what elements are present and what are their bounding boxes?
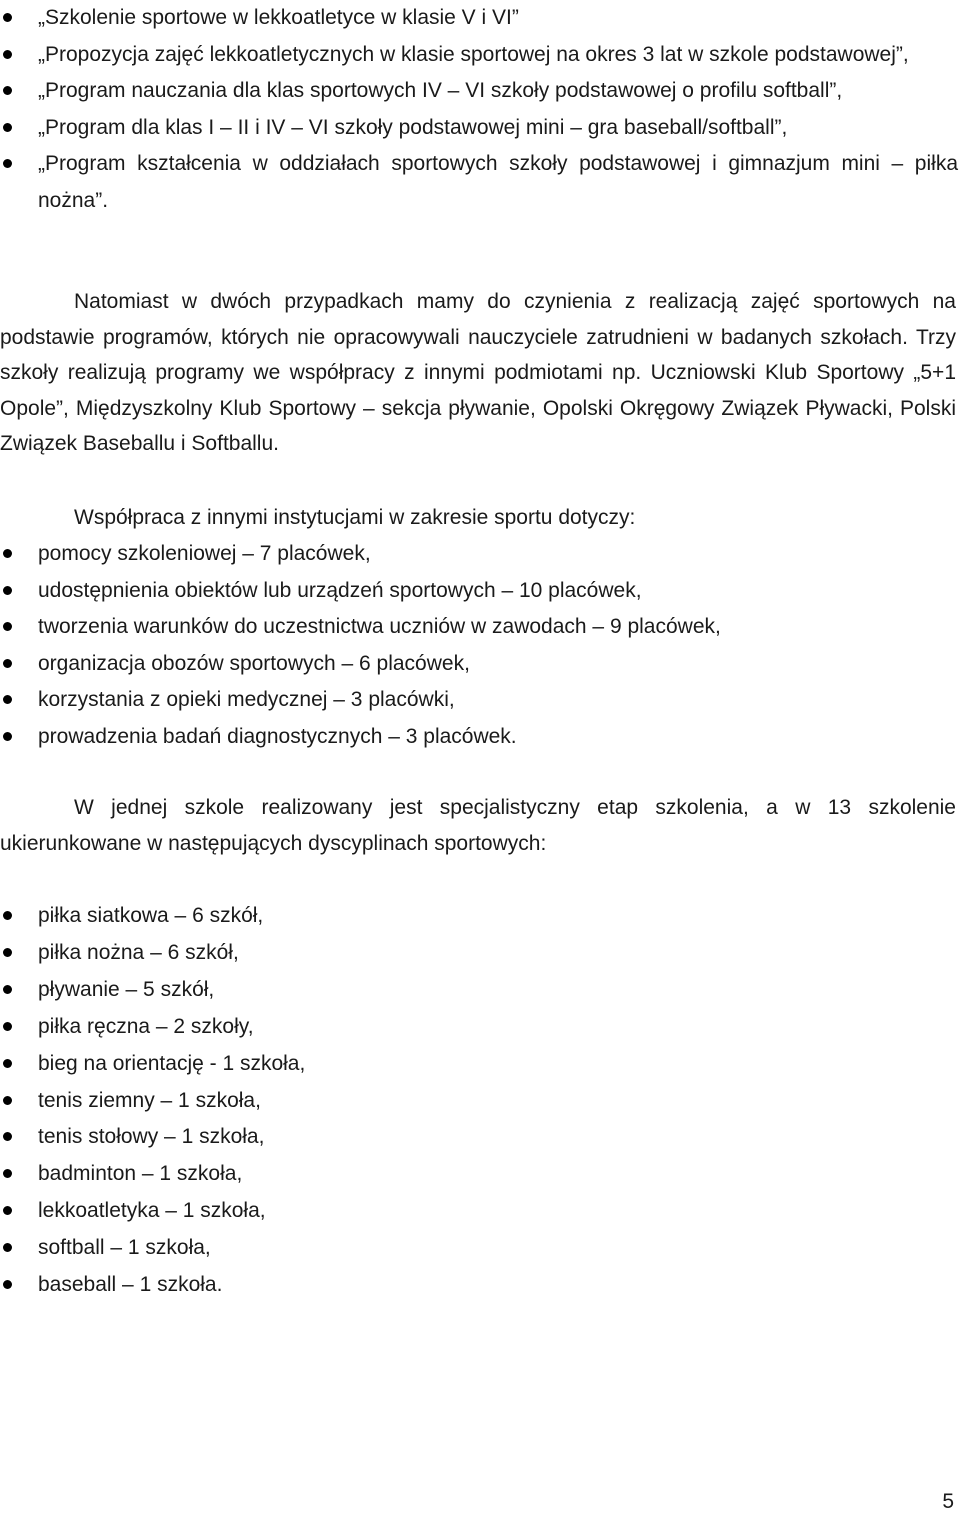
list-item: organizacja obozów sportowych – 6 placówek, bbox=[0, 646, 958, 683]
programs-list bbox=[0, 0, 958, 219]
paragraph-partners bbox=[0, 284, 956, 462]
list-item: tenis ziemny – 1 szkoła, bbox=[0, 1083, 958, 1120]
list-item: piłka nożna – 6 szkół, bbox=[0, 935, 958, 972]
list-item: piłka ręczna – 2 szkoły, bbox=[0, 1009, 958, 1046]
paragraph-text: W jednej szkole realizowany jest specjalistyczny etap szkolenia, a w 13 szkolenie ukierunkowane w następujących dyscyplinach sportowych: bbox=[0, 796, 956, 855]
list-item: lekkoatletyka – 1 szkoła, bbox=[0, 1193, 958, 1230]
list-item: tworzenia warunków do uczestnictwa uczniów w zawodach – 9 placówek, bbox=[0, 609, 958, 646]
list-item: bieg na orientację - 1 szkoła, bbox=[0, 1046, 958, 1083]
paragraph-text: Natomiast w dwóch przypadkach mamy do czynienia z realizacją zajęć sportowych na podstawie programów, których nie opracowywali nauczyciele zatrudnieni w badanych szkołach. Trzy szkoły realizują programy we współpracy z innymi podmiotami np. Uczniowski Klub Sportowy „5+1 Opole”, Międzyszkolny Klub Sportowy – sekcja pływanie, Opolski Okręgowy Związek Pływacki, Polski Związek Baseballu i Softballu. bbox=[0, 290, 956, 455]
list-item: baseball – 1 szkoła. bbox=[0, 1267, 958, 1304]
list-item: pływanie – 5 szkół, bbox=[0, 972, 958, 1009]
list-item: „Program nauczania dla klas sportowych IV – VI szkoły podstawowej o profilu softball”, bbox=[0, 73, 958, 110]
list-item: korzystania z opieki medycznej – 3 placówki, bbox=[0, 682, 958, 719]
list-item: „Program kształcenia w oddziałach sportowych szkoły podstawowej i gimnazjum mini – piłka nożna”. bbox=[0, 146, 958, 219]
paragraph-disciplines bbox=[0, 790, 956, 861]
list-item: softball – 1 szkoła, bbox=[0, 1230, 958, 1267]
list-item: prowadzenia badań diagnostycznych – 3 placówek. bbox=[0, 719, 958, 756]
list-item: udostępnienia obiektów lub urządzeń sportowych – 10 placówek, bbox=[0, 573, 958, 610]
sports-list bbox=[0, 898, 958, 1304]
list-item: „Program dla klas I – II i IV – VI szkoły podstawowej mini – gra baseball/softball”, bbox=[0, 110, 958, 147]
cooperation-list bbox=[0, 536, 958, 756]
list-item: „Propozycja zajęć lekkoatletycznych w klasie sportowej na okres 3 lat w szkole podstawowej”, bbox=[0, 37, 958, 74]
list-item: „Szkolenie sportowe w lekkoatletyce w klasie V i VI” bbox=[0, 0, 958, 37]
list-item: pomocy szkoleniowej – 7 placówek, bbox=[0, 536, 958, 573]
list-item: badminton – 1 szkoła, bbox=[0, 1156, 958, 1193]
list-item: piłka siatkowa – 6 szkół, bbox=[0, 898, 958, 935]
page-number: 5 bbox=[942, 1490, 954, 1513]
list-item: tenis stołowy – 1 szkoła, bbox=[0, 1119, 958, 1156]
cooperation-intro: Współpraca z innymi instytucjami w zakresie sportu dotyczy: bbox=[74, 506, 636, 529]
